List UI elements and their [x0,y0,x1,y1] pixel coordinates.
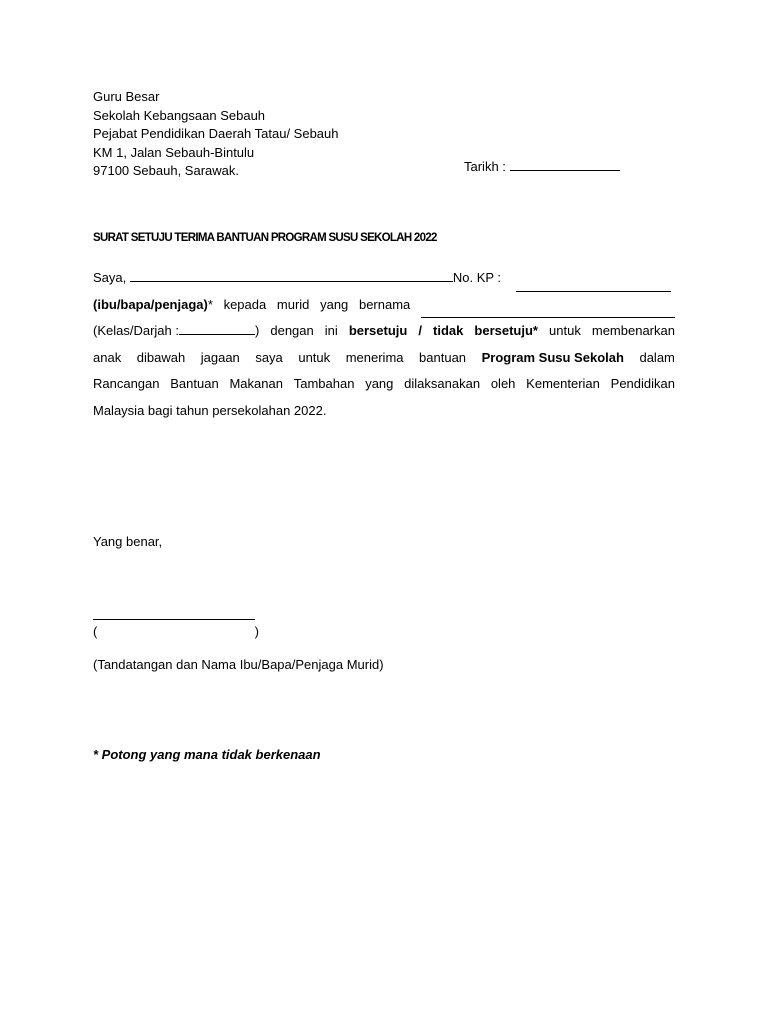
signature-name-field[interactable]: ( ) [93,624,259,639]
body-line-5: Rancangan Bantuan Makanan Tambahan yang dilaksanakan oleh Kementerian Pendidikan [93,376,675,391]
date-blank[interactable] [510,170,620,171]
body-line-1: Saya, No. KP : [93,265,675,292]
date-label: Tarikh : [464,159,506,174]
name-blank[interactable] [130,281,453,282]
date-field [464,159,620,174]
student-name-blank[interactable] [421,292,675,319]
recipient-address [93,88,339,181]
body-line-4: anak dibawah jagaan saya untuk menerima bantuan Program Susu Sekolah dalam [93,349,675,365]
address-line: 97100 Sebauh, Sarawak. [93,163,239,178]
body-line-6: Malaysia bagi tahun persekolahan 2022. [93,402,327,418]
letter-title: SURAT SETUJU TERIMA BANTUAN PROGRAM SUSU SEKOLAH 2022 [93,232,437,244]
address-line: KM 1, Jalan Sebauh-Bintulu [93,144,255,160]
nokp-label: No. KP : [452,270,502,285]
nokp-blank[interactable] [516,265,671,292]
address-line: Pejabat Pendidikan Daerah Tatau/ Sebauh [93,126,339,141]
body-line-3: (Kelas/Darjah : ) dengan ini bersetuju / tidak bersetuju* untuk membenarkan [93,323,675,338]
letter-body [93,265,675,424]
closing-salutation: Yang benar, [93,534,163,549]
signature-line[interactable] [93,619,255,620]
body-line-2: (ibu/bapa/penjaga)* kepada murid yang bernama [93,292,675,319]
address-line: Guru Besar [93,89,160,104]
signature-caption: (Tandatangan dan Nama Ibu/Bapa/Penjaga Murid) [93,657,384,672]
class-blank[interactable] [179,334,255,335]
footnote: * Potong yang mana tidak berkenaan [93,747,321,762]
address-line: Sekolah Kebangsaan Sebauh [93,107,266,123]
